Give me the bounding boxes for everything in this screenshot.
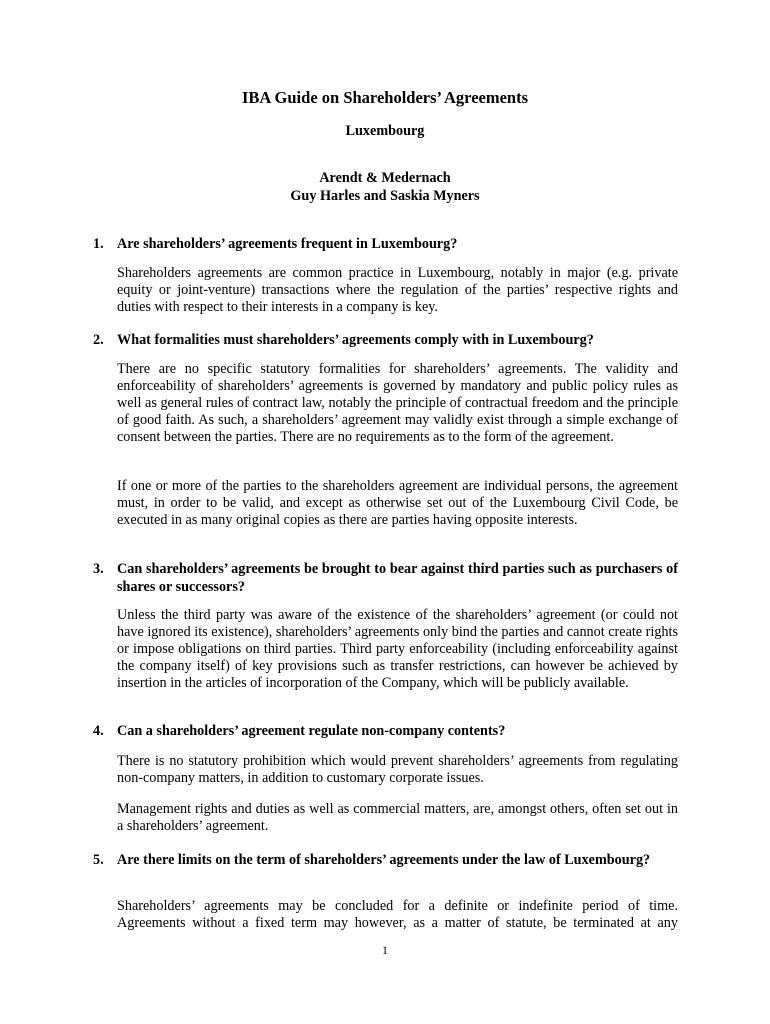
section-2-heading (94, 331, 678, 349)
section-4-heading (94, 722, 678, 740)
page-number: 1 (382, 943, 388, 957)
document-title: IBA Guide on Shareholders’ Agreements (241, 88, 529, 107)
section-question: Can a shareholders’ agreement regulate non-company contents? (117, 723, 506, 739)
country-heading: Luxembourg (345, 123, 425, 139)
section-4-paragraph-1: There is no statutory prohibition which would prevent shareholders’ agreements from regulating non-company matters, in addition to customary corporate issues. (117, 753, 678, 786)
section-3-heading (94, 560, 678, 596)
section-2-paragraph-2: If one or more of the parties to the shareholders agreement are individual persons, the agreement must, in order to be valid, and except as otherwise set out of the Luxembourg Civil Code, be executed in as many original copies as there are parties having opposite interests. (117, 478, 678, 528)
section-number: 3. (93, 561, 104, 577)
section-number: 5. (93, 852, 104, 868)
section-1-heading (94, 235, 678, 253)
section-2-paragraph-1: There are no specific statutory formalities for shareholders’ agreements. The validity and enforceability of shareholders’ agreements is governed by mandatory and public policy rules as well as general rules of contract law, notably the principle of contractual freedom and the principle of good faith. As such, a shareholders’ agreement may validly exist through a simple exchange of consent between the parties. There are no requirements as to the form of the agreement. (117, 361, 678, 445)
section-question: Are shareholders’ agreements frequent in Luxembourg? (117, 236, 458, 252)
section-5-heading (94, 851, 678, 869)
section-1-paragraph-1: Shareholders agreements are common practice in Luxembourg, notably in major (e.g. private equity or joint-venture) transactions where the regulation of the parties’ respective rights and duties with respect to their interests in a company is key. (117, 265, 678, 315)
section-5-paragraph-1: Shareholders’ agreements may be concluded for a definite or indefinite period of time. Agreements without a fixed term may however, as a matter of statute, be terminated at any (117, 898, 678, 931)
section-question: Can shareholders’ agreements be brought to bear against third parties such as purchasers of shares or successors? (117, 561, 678, 595)
section-question: What formalities must shareholders’ agreements comply with in Luxembourg? (117, 332, 594, 348)
section-3-paragraph-1: Unless the third party was aware of the existence of the shareholders’ agreement (or could not have ignored its existence), shareholders’ agreements only bind the parties and cannot create rights or impose obligations on third parties. Third party enforceability (including enforceability against the company itself) of key provisions such as transfer restrictions, can however be achieved by insertion in the articles of incorporation of the Company, which will be publicly available. (117, 607, 678, 691)
firm-name: Arendt & Medernach (319, 170, 451, 186)
section-4-paragraph-2: Management rights and duties as well as commercial matters, are, amongst others, often set out in a shareholders’ agreement. (117, 801, 678, 834)
section-number: 1. (93, 236, 104, 252)
section-question: Are there limits on the term of shareholders’ agreements under the law of Luxembourg? (117, 852, 651, 868)
section-number: 2. (93, 332, 104, 348)
author-names: Guy Harles and Saskia Myners (290, 188, 480, 204)
section-number: 4. (93, 723, 104, 739)
